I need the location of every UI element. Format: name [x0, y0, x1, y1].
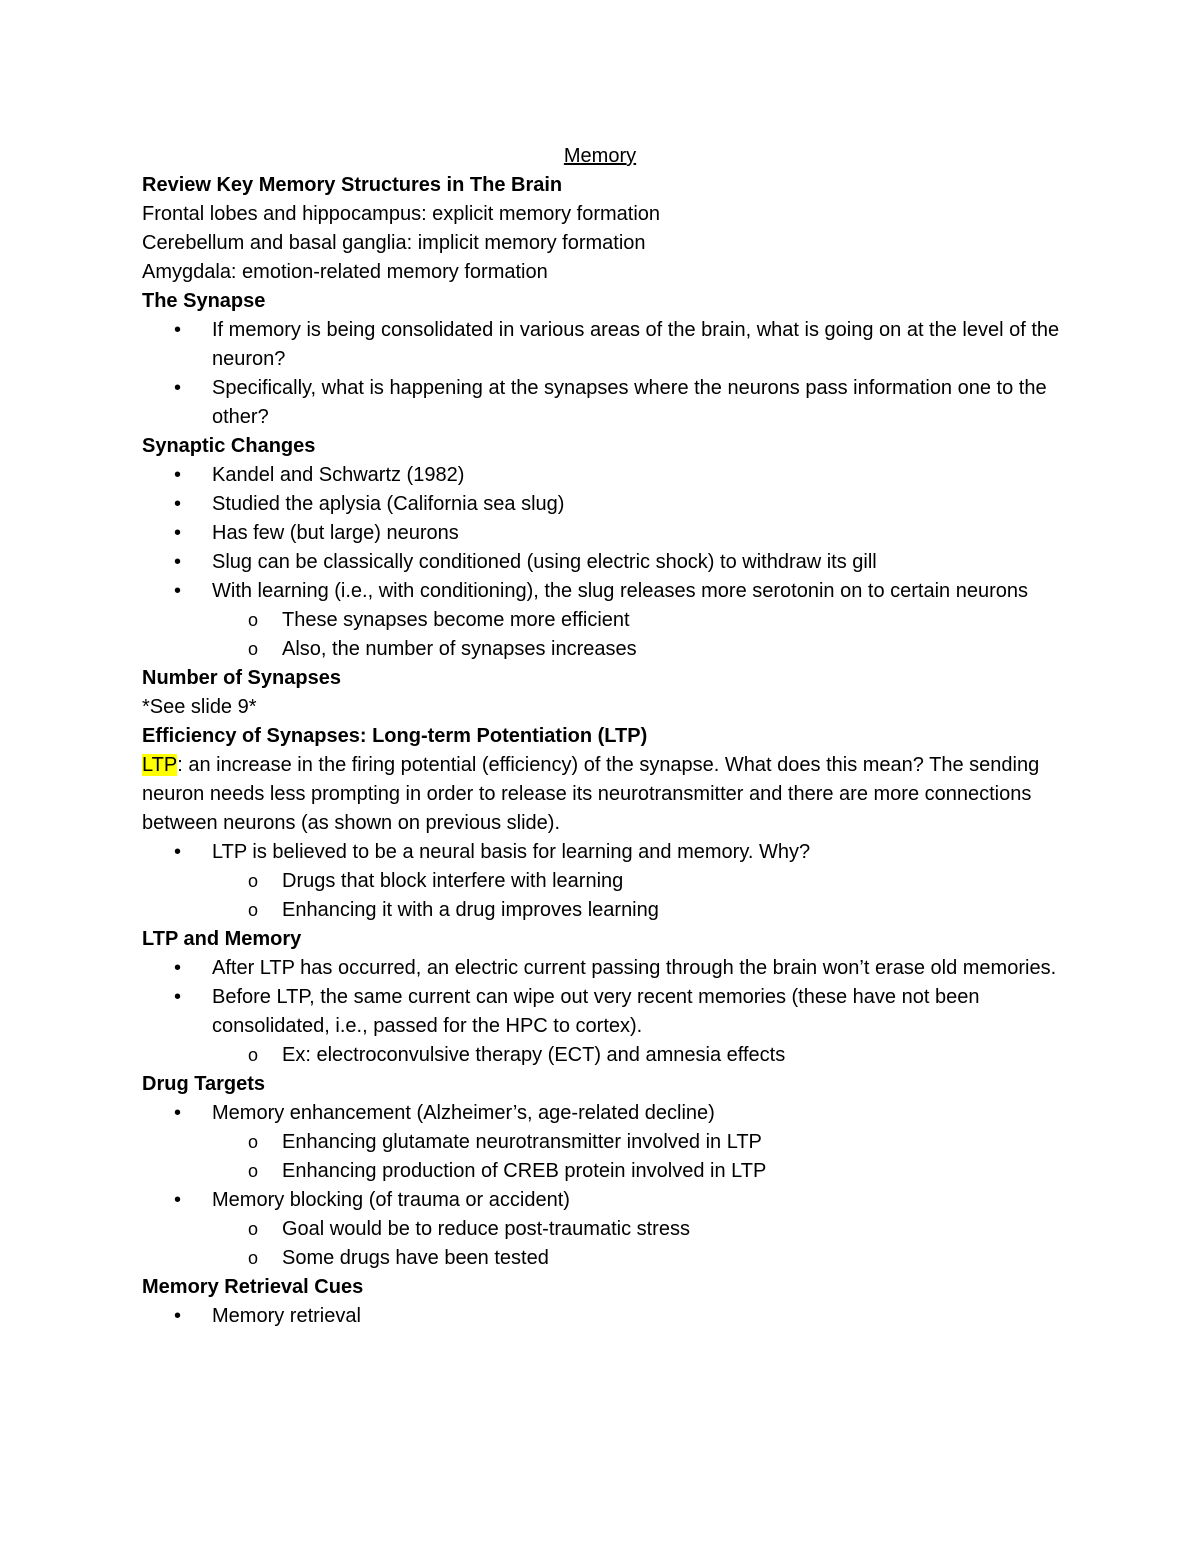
- bullet-item: • Has few (but large) neurons: [142, 519, 1062, 548]
- sub-bullet-item: o Enhancing it with a drug improves learning: [142, 896, 1062, 925]
- bullet-item: • Memory enhancement (Alzheimer’s, age-related decline): [142, 1099, 1062, 1128]
- bullet-item: • If memory is being consolidated in various areas of the brain, what is going on at the level of the neuron?: [142, 316, 1062, 374]
- bullet-item: • With learning (i.e., with conditioning), the slug releases more serotonin on to certain neurons: [142, 577, 1062, 606]
- heading-synaptic-changes: Synaptic Changes: [142, 435, 316, 457]
- heading-drug-targets: Drug Targets: [142, 1073, 265, 1095]
- sub-bullet-item: o Drugs that block interfere with learning: [142, 867, 1062, 896]
- sub-bullet-item: o Some drugs have been tested: [142, 1244, 1062, 1273]
- bullet-item: • LTP is believed to be a neural basis for learning and memory. Why?: [142, 838, 1062, 867]
- bullet-item: • After LTP has occurred, an electric current passing through the brain won’t erase old memories.: [142, 954, 1062, 983]
- sub-bullet-item: o These synapses become more efficient: [142, 606, 1062, 635]
- bullet-item: • Specifically, what is happening at the synapses where the neurons pass information one to the other?: [142, 374, 1062, 432]
- sub-bullet-item: o Ex: electroconvulsive therapy (ECT) and amnesia effects: [142, 1041, 1062, 1070]
- text-line: Frontal lobes and hippocampus: explicit memory formation: [142, 203, 661, 225]
- bullet-item: • Slug can be classically conditioned (using electric shock) to withdraw its gill: [142, 548, 1062, 577]
- heading-efficiency: Efficiency of Synapses: Long-term Potentiation (LTP): [142, 725, 648, 747]
- text-line: Cerebellum and basal ganglia: implicit memory formation: [142, 232, 646, 254]
- heading-memory-retrieval-cues: Memory Retrieval Cues: [142, 1276, 364, 1298]
- page-title: Memory: [563, 145, 637, 167]
- sub-bullet-item: o Goal would be to reduce post-traumatic stress: [142, 1215, 1062, 1244]
- heading-synapse: The Synapse: [142, 290, 266, 312]
- sub-bullet-item: o Enhancing glutamate neurotransmitter involved in LTP: [142, 1128, 1062, 1157]
- heading-number-of-synapses: Number of Synapses: [142, 667, 341, 689]
- definition-text: : an increase in the firing potential (efficiency) of the synapse. What does this mean? The sending neuron needs less prompting in order to release its neurotransmitter and there are more connections between neurons (as shown on previous slide).: [142, 754, 1040, 834]
- heading-ltp-and-memory: LTP and Memory: [142, 928, 302, 950]
- bullet-item: • Studied the aplysia (California sea slug): [142, 490, 1062, 519]
- bullet-item: • Kandel and Schwartz (1982): [142, 461, 1062, 490]
- bullet-item: • Before LTP, the same current can wipe out very recent memories (these have not been consolidated, i.e., passed for the HPC to cortex).: [142, 983, 1062, 1041]
- heading-review: Review Key Memory Structures in The Brain: [142, 174, 563, 196]
- ltp-definition-paragraph: [142, 751, 1062, 838]
- text-line: *See slide 9*: [142, 696, 257, 718]
- bullet-item: • Memory retrieval: [142, 1302, 1062, 1331]
- text-line: Amygdala: emotion-related memory formation: [142, 261, 548, 283]
- sub-bullet-item: o Enhancing production of CREB protein involved in LTP: [142, 1157, 1062, 1186]
- sub-bullet-item: o Also, the number of synapses increases: [142, 635, 1062, 664]
- bullet-item: • Memory blocking (of trauma or accident): [142, 1186, 1062, 1215]
- highlighted-term: LTP: [142, 754, 178, 776]
- document-body: [142, 142, 1062, 1331]
